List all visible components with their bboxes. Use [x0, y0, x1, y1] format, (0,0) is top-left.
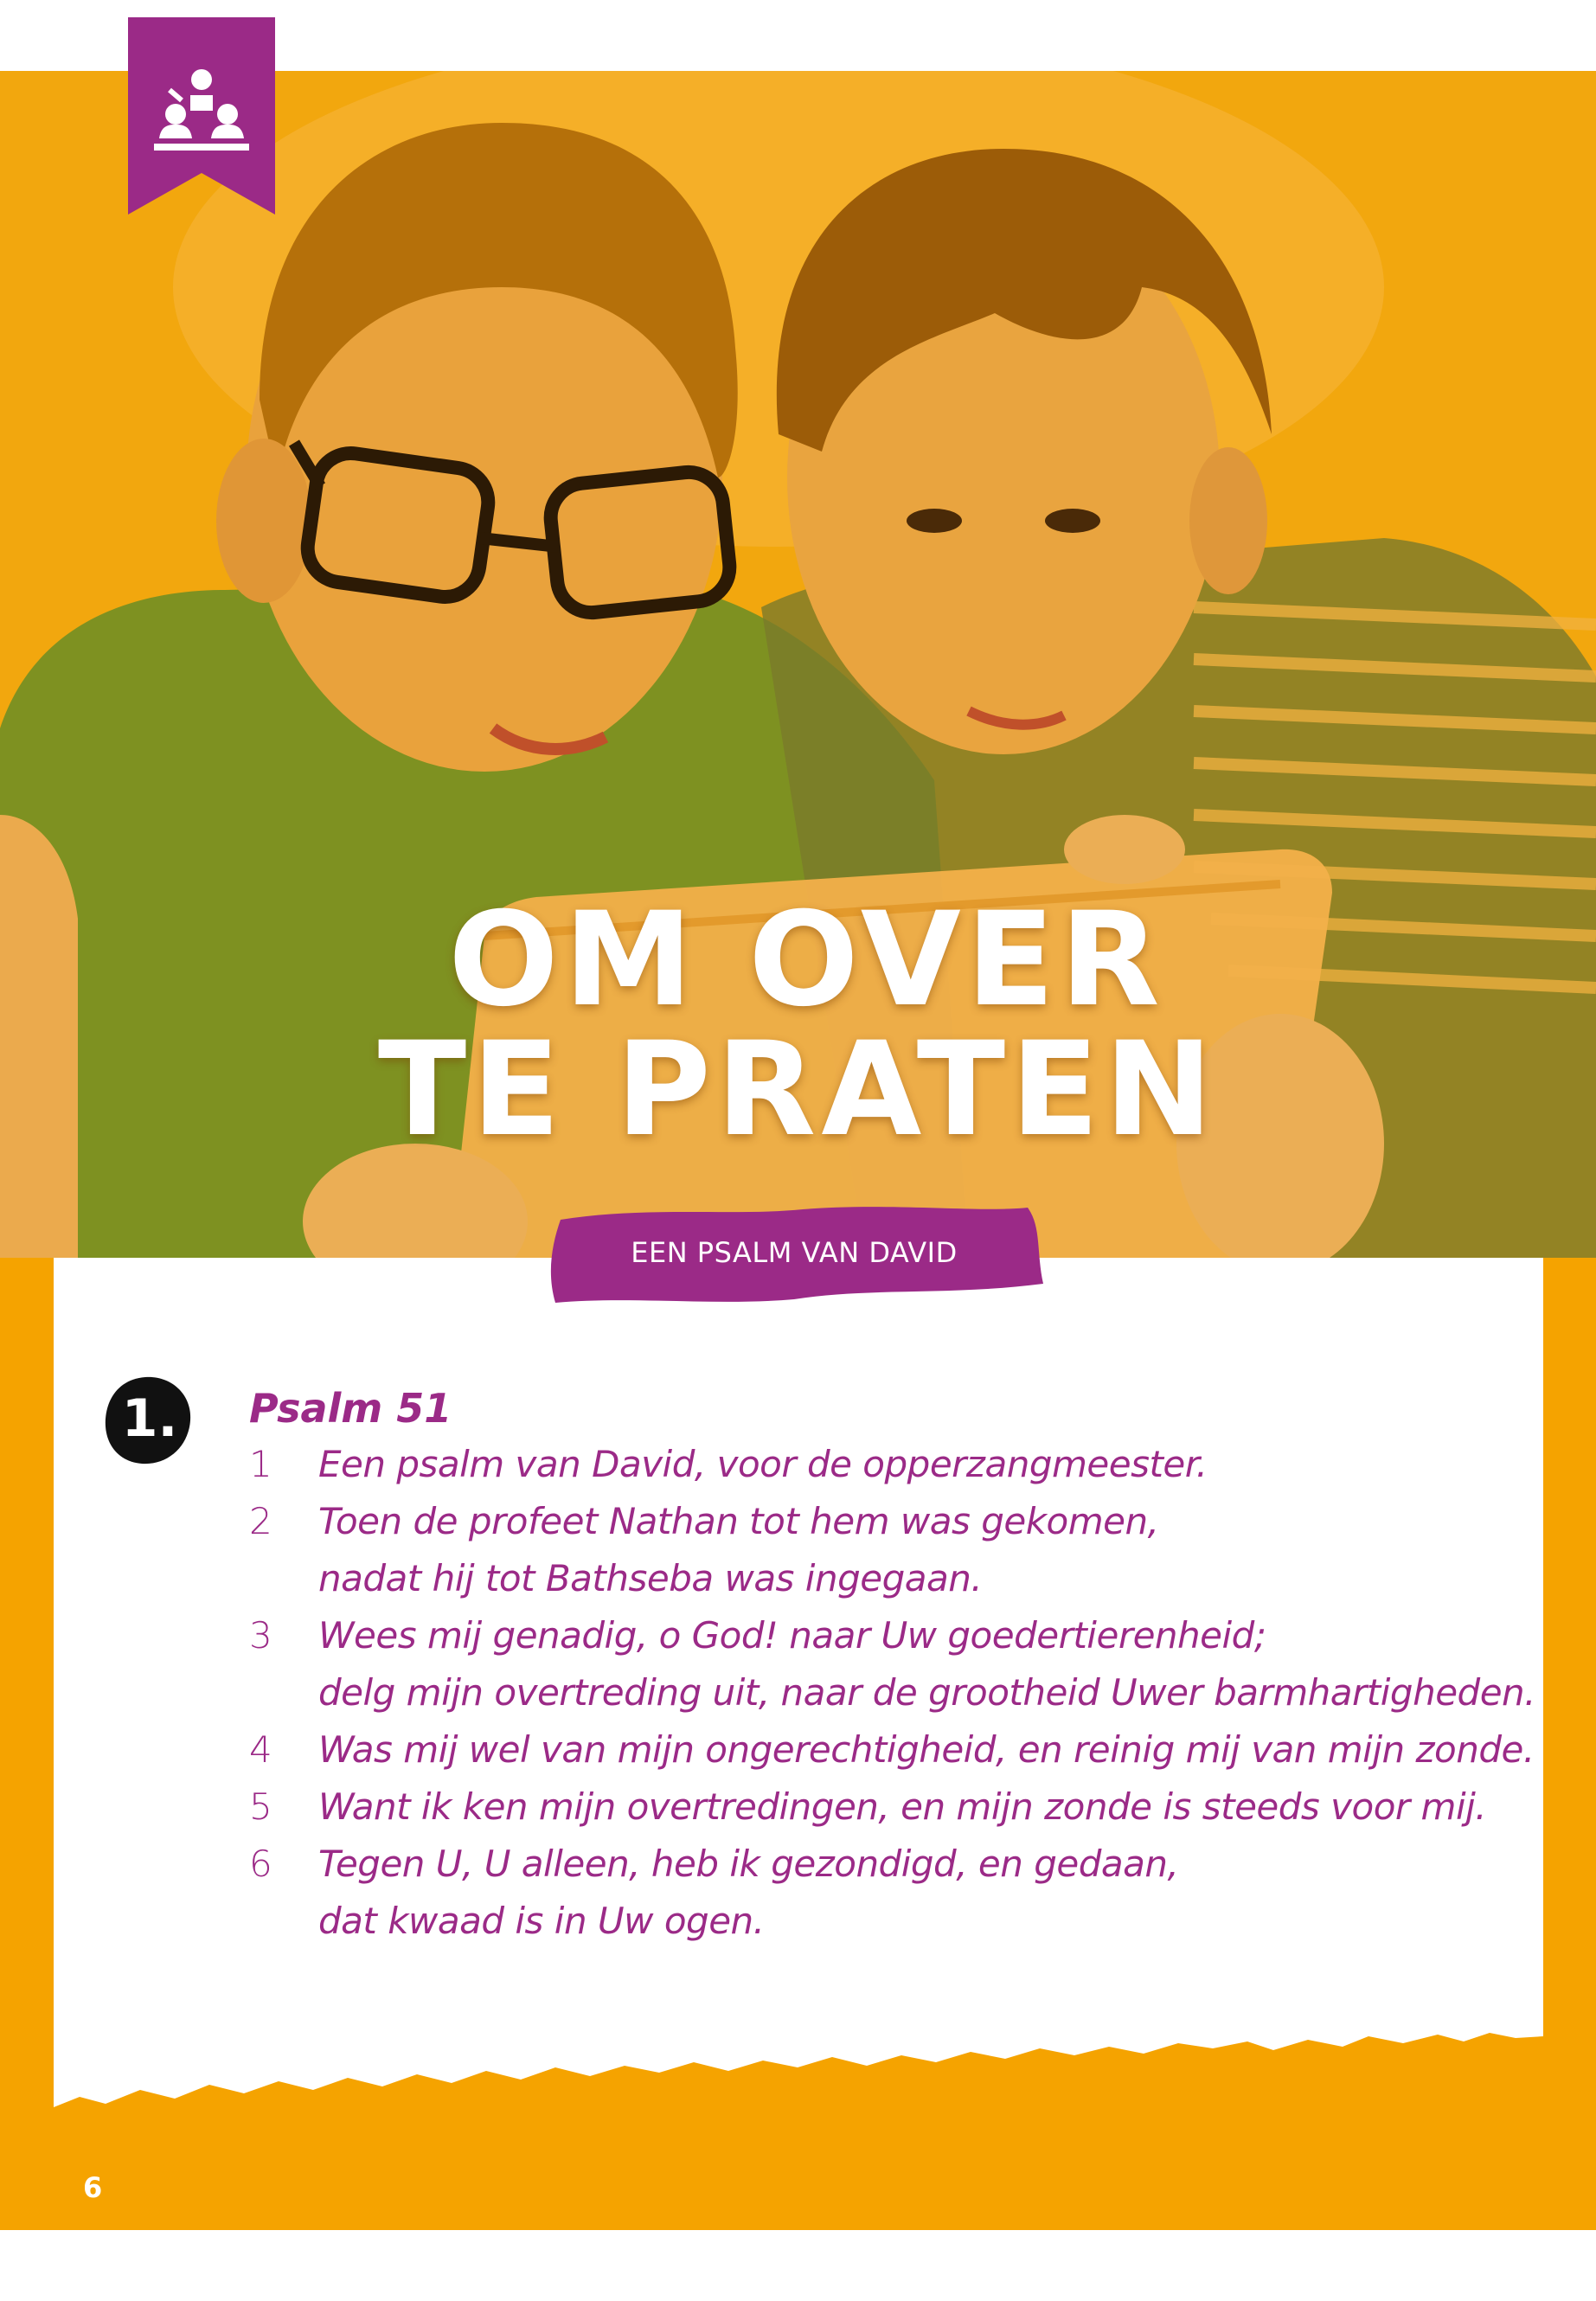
- verse-number: 3: [249, 1614, 272, 1657]
- headline-line-2: TE PRATEN: [377, 1015, 1219, 1165]
- section-number: 1.: [121, 1388, 178, 1449]
- page-headline: [0, 885, 1596, 1165]
- verse-6-continued: [249, 1893, 1477, 1950]
- verse-text: delg mijn overtreding uit, naar de grootheid Uwer barmhartigheden.: [318, 1671, 1536, 1714]
- verse-number: 6: [249, 1843, 272, 1885]
- verse-text: Een psalm van David, voor de opperzangmeester.: [318, 1443, 1208, 1485]
- psalm-block: [249, 1382, 1536, 1950]
- headline-line-1: OM OVER: [448, 885, 1165, 1035]
- verse-number: 5: [249, 1785, 272, 1828]
- psalm-title: Psalm 51: [249, 1385, 452, 1432]
- verse-text: Toen de profeet Nathan tot hem was gekomen,: [318, 1500, 1159, 1542]
- ribbon-label: EEN PSALM VAN DAVID: [631, 1236, 958, 1269]
- verse-6: [249, 1836, 1477, 1893]
- verse-2-continued: [249, 1550, 1477, 1607]
- verse-number: 4: [249, 1728, 272, 1771]
- discussion-group-icon: [128, 17, 275, 215]
- verse-number: 1: [249, 1443, 272, 1485]
- verse-text: nadat hij tot Bathseba was ingegaan.: [318, 1557, 983, 1599]
- verse-text: Want ik ken mijn overtredingen, en mijn zonde is steeds voor mij.: [318, 1785, 1487, 1828]
- verse-3: [249, 1607, 1477, 1664]
- verse-text: Tegen U, U alleen, heb ik gezondigd, en gedaan,: [318, 1843, 1179, 1885]
- verse-2: [249, 1493, 1477, 1550]
- verse-5: [249, 1779, 1487, 1836]
- verse-3-continued: [249, 1664, 1536, 1721]
- verse-text: Wees mij genadig, o God! naar Uw goedertierenheid;: [318, 1614, 1266, 1657]
- verse-4: [249, 1721, 1535, 1779]
- verse-number: 2: [249, 1500, 272, 1542]
- page-number: 6: [83, 2171, 103, 2204]
- verse-text: dat kwaad is in Uw ogen.: [318, 1900, 765, 1942]
- verse-text: Was mij wel van mijn ongerechtigheid, en reinig mij van mijn zonde.: [318, 1728, 1535, 1771]
- verse-1: [249, 1436, 1477, 1493]
